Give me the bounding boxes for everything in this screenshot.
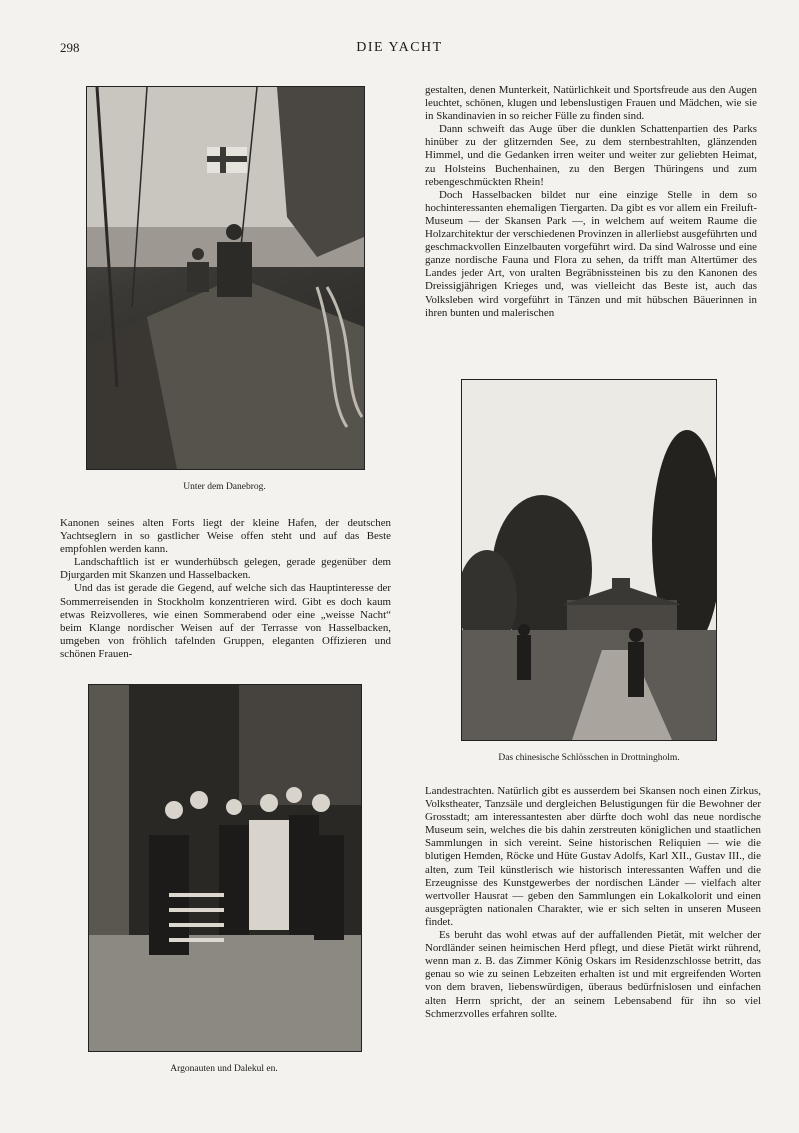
paragraph: Landschaftlich ist er wunderhübsch gelegen, gerade gegenüber dem Djurgarden mit Skanzen und Hasselbacken. <box>60 556 391 582</box>
left-column-middle <box>60 517 391 661</box>
chinese-pavilion-photo <box>461 379 717 741</box>
pavilion-photo-caption: Das chinesische Schlösschen in Drottningholm. <box>498 753 680 763</box>
right-column-top <box>425 84 757 320</box>
group-photo-caption: Argonauten und Dalekul en. <box>170 1064 278 1074</box>
yacht-photo-caption: Unter dem Danebrog. <box>183 482 266 492</box>
running-head: DIE YACHT <box>356 40 443 55</box>
paragraph: Es beruht das wohl etwas auf der auffallenden Pietät, mit welcher der Nordländer seinen heimischen Herd pflegt, und diese Pietät wirkt rührend, wenn man z. B. das Zimmer König Oskars im Residenzschlosse betritt, das genau so wie zu seinen Lebzeiten erhalten ist und mit ergreifenden Worten von dem braven, liebenswürdigen, überaus bedürfnislosen und einfachen alten Herrn spricht, der an seinem Lebensabend für ihn so viel Schmerzvolles erfahren sollte. <box>425 929 761 1020</box>
paragraph: gestalten, denen Munterkeit, Natürlichkeit und Sportsfreude aus den Augen leuchtet, schönen, klugen und lebenslustigen Frauen und Mädchen, wie sie in Skandinavien in so reicher Fülle zu finden sind. <box>425 84 757 123</box>
paragraph: Kanonen seines alten Forts liegt der kleine Hafen, der deutschen Yachtseglern in so gastlicher Weise offen steht und auf das Beste empfohlen werden kann. <box>60 517 391 556</box>
right-column-bottom <box>425 785 761 1021</box>
paragraph: Landestrachten. Natürlich gibt es ausserdem bei Skansen noch einen Zirkus, Volkstheater, Tanzsäle und dergleichen Belustigungen für die Bewohner der Grosstadt; am interessantesten aber dürfte doch wohl das neue nordische Museum sein, welches die bis dahin zerstreuten königlichen und staatlichen Sammlungen in sich vereint. Seine historischen Reliquien — wie die blutigen Hemden, Röcke und Hüte Gustav Adolfs, Karl XII., Gustav III., die alten, zum Teil künstlerisch wie historisch interessanten Waffen und die Erzeugnisse des Kunstgewerbes der nordischen Länder — vielfach alter wertvoller Hausrat — geben den Sammlungen ein Lokalkolorit und einen ausgeprägten nationalen Charakter, wie er sich selten in unseren Museen findet. <box>425 785 761 928</box>
paragraph: Und das ist gerade die Gegend, auf welche sich das Hauptinteresse der Sommerreisenden in Stockholm konzentrieren wird. Gibt es doch kaum etwas Reizvolleres, wie einen Sommerabend oder eine „weisse Nacht“ beim Klange nordischer Weisen auf der Terrasse von Hasselbacken, umgeben von fröhlich tafelnden Gruppen, eleganten Offizieren und schönen Frauen- <box>60 582 391 660</box>
paragraph: Doch Hasselbacken bildet nur eine einzige Stelle in dem so hochinteressanten ehemaligen Tiergarten. Da gibt es vor allem ein Freiluft-Museum — der Skansen Park —, in welchem auf weitem Raume die Holzarchitektur der verschiedenen Provinzen in allerliebst ausgeführten und geschmackvollen Einzelbauten vorgeführt wird. Da sind Walrosse und eine ganze nordische Fauna und Flora zu sehen, da trifft man Altertümer des Landes jeder Art, von uralten Begräbnissteinen bis zu den Kanonen des Dreissigjährigen Krieges und, was vielleicht das Beste ist, auch das Volksleben wird vorgeführt in Tänzen und mit hübschen Bäuerinnen in ihren bunten und malerischen <box>425 188 757 319</box>
page-number: 298 <box>60 40 80 55</box>
group-costume-photo <box>88 684 362 1052</box>
paragraph: Dann schweift das Auge über die dunklen Schattenpartien des Parks hinüber zu der glitzernden See, zu dem sternbestrahlten, glänzenden Himmel, und die Gedanken irren weiter und weiter zur geliebten Heimat, zu Holsteins Buchenhainen, zu den Bergen Thüringens und zum rebengeschmückten Rhein! <box>425 123 757 188</box>
yacht-deck-photo <box>86 86 365 470</box>
